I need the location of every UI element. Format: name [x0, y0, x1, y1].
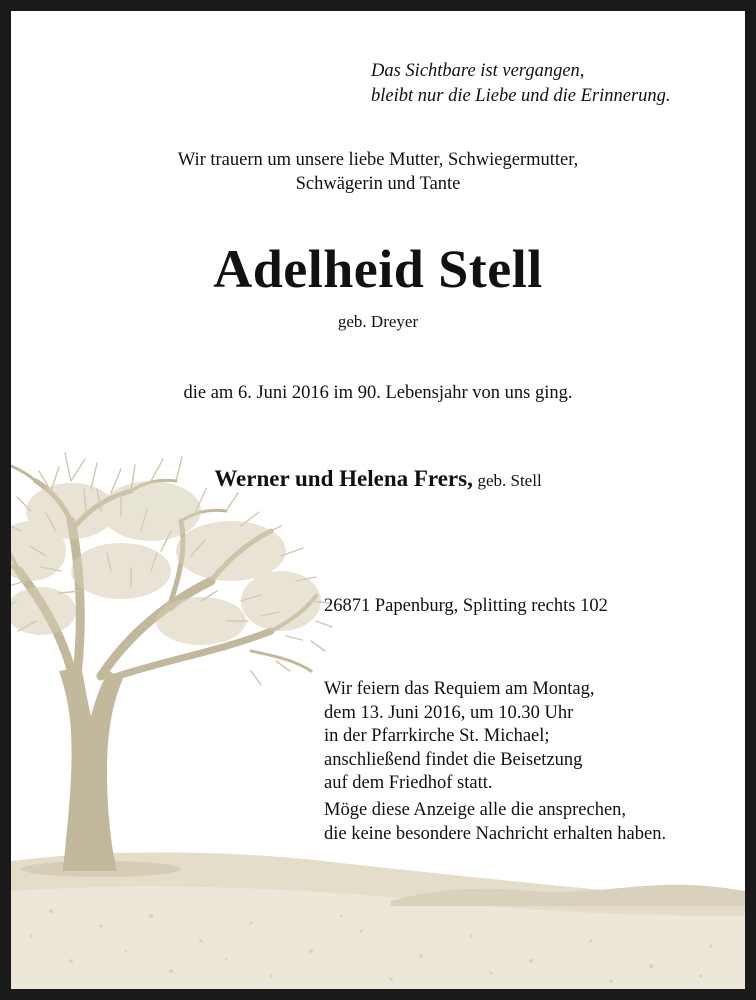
- family-birth-name: geb. Stell: [477, 471, 542, 490]
- service-line: Wir feiern das Requiem am Montag,: [324, 679, 595, 699]
- service-line: auf dem Friedhof statt.: [324, 773, 493, 793]
- deceased-name: Adelheid Stell: [213, 239, 543, 299]
- quote-line-1: Das Sichtbare ist vergangen,: [371, 61, 585, 81]
- intro-line-1: Wir trauern um unsere liebe Mutter, Schwiegermutter,: [177, 150, 579, 170]
- opening-quote: [371, 59, 671, 109]
- death-line: die am 6. Juni 2016 im 90. Lebensjahr von uns ging.: [183, 383, 573, 403]
- service-line: in der Pfarrkirche St. Michael;: [324, 726, 550, 746]
- service-line: anschließend findet die Beisetzung: [324, 749, 583, 770]
- obituary-card: [11, 11, 745, 989]
- family-signature: [11, 465, 745, 495]
- quote-line-2: bleibt nur die Liebe und die Erinnerung.: [371, 86, 671, 106]
- notice-line: die keine besondere Nachricht erhalten haben.: [324, 823, 667, 844]
- mourning-intro: [11, 148, 745, 196]
- family-names: Werner und Helena Frers,: [214, 466, 473, 491]
- service-info: [324, 678, 595, 796]
- birth-name: geb. Dreyer: [337, 312, 419, 331]
- address: 26871 Papenburg, Splitting rechts 102: [324, 596, 608, 616]
- notice-line: Möge diese Anzeige alle die ansprechen,: [324, 800, 627, 820]
- notice-text: [324, 799, 666, 846]
- service-line: dem 13. Juni 2016, um 10.30 Uhr: [324, 702, 574, 723]
- intro-line-2: Schwägerin und Tante: [295, 174, 461, 194]
